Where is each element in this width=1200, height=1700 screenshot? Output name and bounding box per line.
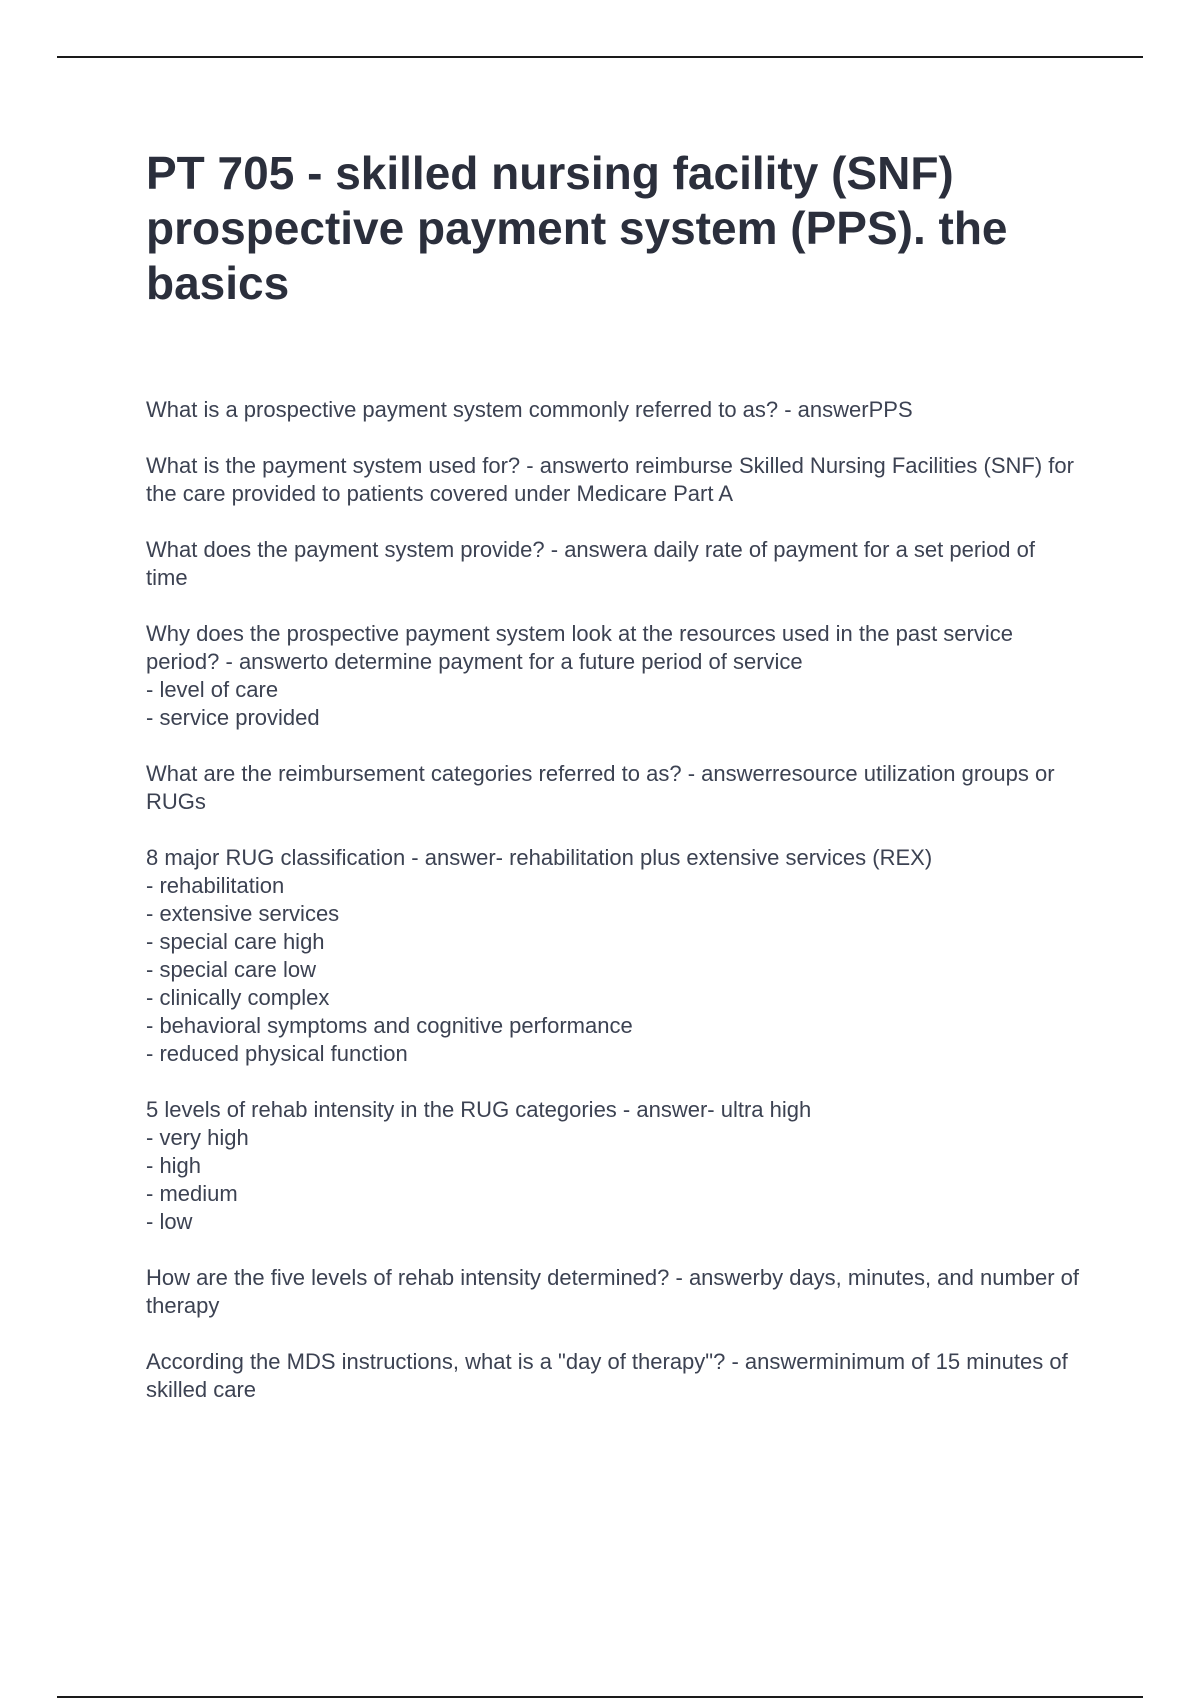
qa-entry: [146, 1096, 1081, 1236]
qa-entry: [146, 620, 1081, 732]
qa-line: According the MDS instructions, what is a "day of therapy"? - answerminimum of 15 minutes of skilled care: [146, 1349, 1074, 1402]
qa-entry: [146, 1264, 1086, 1320]
document-title: PT 705 - skilled nursing facility (SNF) prospective payment system (PPS). the basics: [146, 147, 1008, 309]
qa-list-item: - very high: [146, 1125, 249, 1150]
qa-entry: [146, 536, 1081, 592]
qa-line: 8 major RUG classification - answer- rehabilitation plus extensive services (REX): [146, 845, 933, 870]
qa-entry: [146, 1348, 1081, 1404]
qa-line: How are the five levels of rehab intensity determined? - answerby days, minutes, and number of therapy: [146, 1265, 1086, 1318]
qa-list-item: - behavioral symptoms and cognitive performance: [146, 1013, 633, 1038]
qa-list-item: - clinically complex: [146, 985, 330, 1010]
qa-entry: [146, 760, 1081, 816]
qa-list-item: - low: [146, 1209, 193, 1234]
qa-line: What does the payment system provide? - answera daily rate of payment for a set period of time: [146, 537, 1042, 590]
qa-list-item: - service provided: [146, 705, 320, 730]
qa-list: [146, 396, 1086, 1432]
qa-entry: [146, 452, 1081, 508]
qa-line: 5 levels of rehab intensity in the RUG categories - answer- ultra high: [146, 1097, 812, 1122]
qa-entry: [146, 396, 1081, 424]
qa-list-item: - level of care: [146, 677, 279, 702]
qa-line: What are the reimbursement categories referred to as? - answerresource utilization groups or RUGs: [146, 761, 1061, 814]
qa-list-item: - high: [146, 1153, 202, 1178]
qa-list-item: - medium: [146, 1181, 238, 1206]
qa-list-item: - special care low: [146, 957, 316, 982]
qa-line: What is a prospective payment system commonly referred to as? - answerPPS: [146, 397, 913, 422]
qa-list-item: - reduced physical function: [146, 1041, 408, 1066]
qa-line: What is the payment system used for? - answerto reimburse Skilled Nursing Facilities (SNF) for the care provided to patients covered under Medicare Part A: [146, 453, 1081, 506]
qa-line: Why does the prospective payment system look at the resources used in the past service period? - answerto determine payment for a future period of service: [146, 621, 1020, 674]
qa-list-item: - special care high: [146, 929, 325, 954]
qa-list-item: - extensive services: [146, 901, 340, 926]
footer-rule: [57, 1696, 1143, 1698]
qa-entry: [146, 844, 1081, 1068]
header-rule: [57, 56, 1143, 58]
qa-list-item: - rehabilitation: [146, 873, 285, 898]
